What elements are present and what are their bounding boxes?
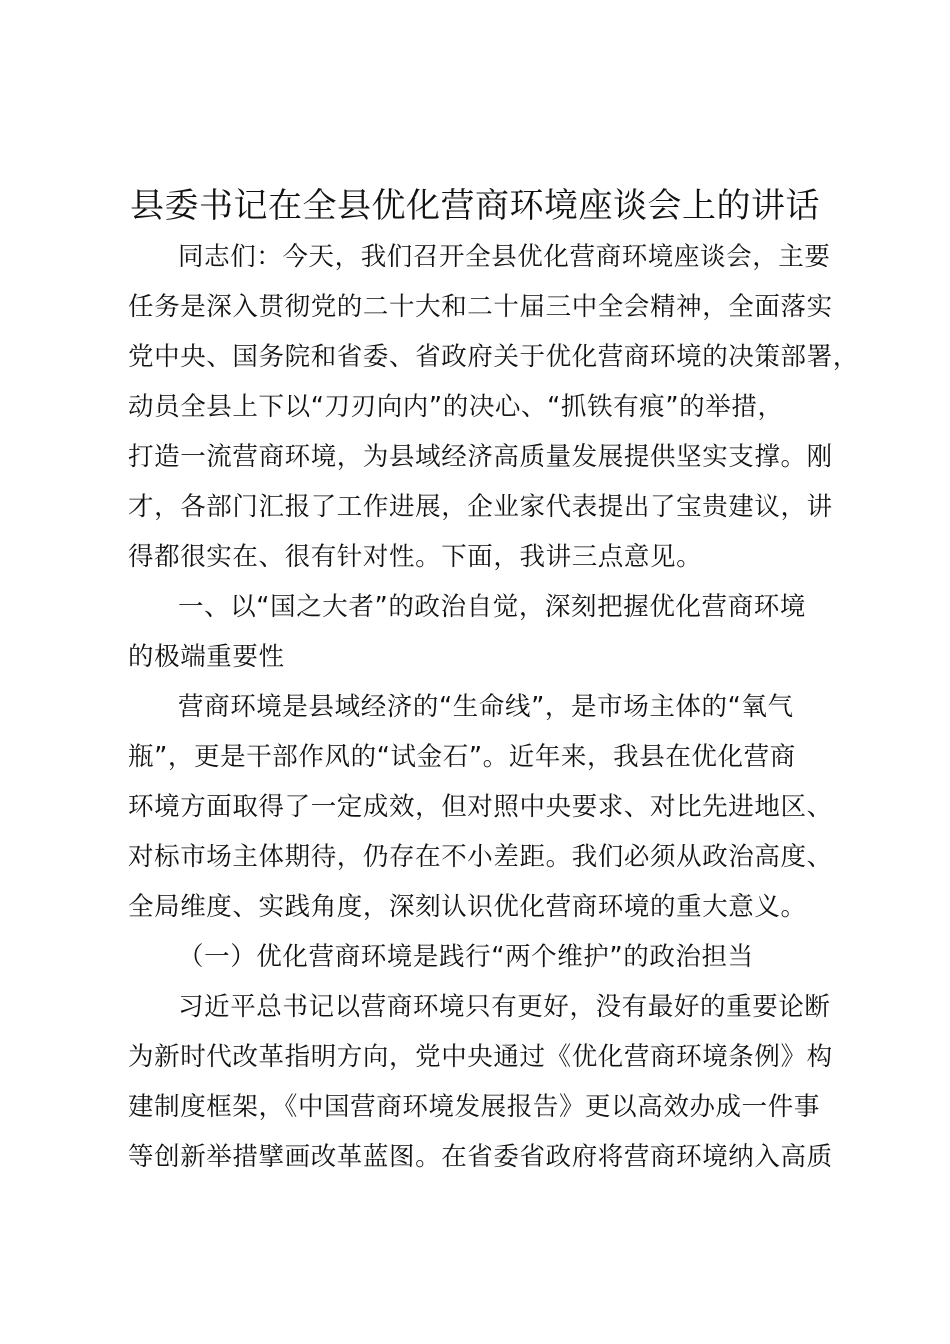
document-body	[128, 232, 859, 1182]
text-line: 瓶”，更是干部作风的“试金石”。近年来，我县在优化营商	[128, 742, 796, 772]
section-heading-line: 一、以“国之大者”的政治自觉，深刻把握优化营商环境	[178, 592, 806, 622]
text-line: 打造一流营商环境，为县域经济高质量发展提供坚实支撑。刚	[128, 442, 833, 472]
text-line: 为新时代改革指明方向，党中央通过《优化营商环境条例》构	[128, 1042, 833, 1072]
text-line: 环境方面取得了一定成效，但对照中央要求、对比先进地区、	[128, 792, 833, 822]
subsection-heading-line: （一）优化营商环境是践行“两个维护”的政治担当	[178, 942, 754, 972]
text-line: 对标市场主体期待，仍存在不小差距。我们必须从政治高度、	[128, 842, 833, 872]
text-line: 建制度框架，《中国营商环境发展报告》更以高效办成一件事	[128, 1092, 820, 1122]
text-line: 动员全县上下以“刀刃向内”的决心、“抓铁有痕”的举措，	[128, 392, 784, 422]
text-line: 同志们：今天，我们召开全县优化营商环境座谈会，主要	[178, 242, 831, 272]
section-heading-line: 的极端重要性	[128, 642, 285, 672]
text-line: 习近平总书记以营商环境只有更好，没有最好的重要论断	[178, 992, 831, 1022]
text-line: 得都很实在、很有针对性。下面，我讲三点意见。	[128, 542, 703, 572]
text-line: 才，各部门汇报了工作进展，企业家代表提出了宝贵建议，讲	[128, 492, 833, 522]
text-line: 任务是深入贯彻党的二十大和二十届三中全会精神，全面落实	[128, 292, 833, 322]
text-line: 党中央、国务院和省委、省政府关于优化营商环境的决策部署，	[128, 342, 859, 372]
text-line: 等创新举措擘画改革蓝图。在省委省政府将营商环境纳入高质	[128, 1142, 833, 1172]
text-line: 营商环境是县域经济的“生命线”，是市场主体的“氧气	[178, 692, 794, 722]
document-title: 县委书记在全县优化营商环境座谈会上的讲话	[130, 186, 820, 226]
text-line: 全局维度、实践角度，深刻认识优化营商环境的重大意义。	[128, 892, 807, 922]
